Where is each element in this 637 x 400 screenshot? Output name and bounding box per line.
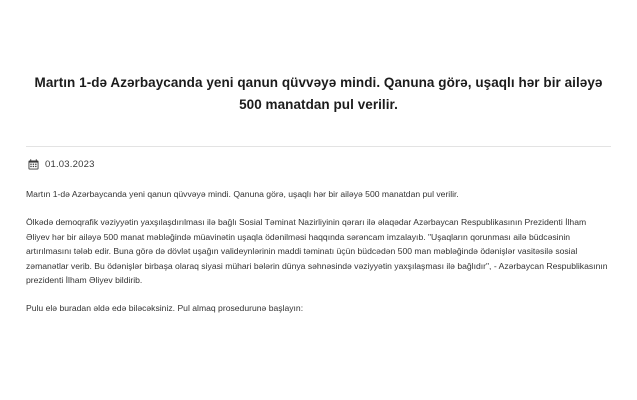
- calendar-icon: [28, 159, 39, 170]
- article-paragraph: Ölkədə demoqrafik vəziyyətin yaxşılaşdırılması ilə bağlı Sosial Təminat Nazirliyinin qərarı ilə əlaqədar Azərbaycan Respublikasının Prezidenti İlham Əliyev hər bir ailəyə 500 manat məbləğində müavinətin uşaqla ödənilməsi haqqında sərəncam imzalayıb. "Uşaqların qorunması ailə büdcəsinin artırılmasını tələb edir. Buna görə də dövlət uşağın valideynlərinin maddi təminatı üçün büdcədən 500 man məbləğində ödənişlər vasitəsilə sosial zəmanətlar verib. Bu ödənişlər birbaşa olaraq siyasi mühari bələrin dünya səhnəsində vəziyyətin yaxşılaşması ilə bağlıdır", - Azərbaycan Respublikasının prezidenti İlham Əliyev bildirib.: [26, 217, 608, 286]
- article-paragraph: Martın 1-də Azərbaycanda yeni qanun qüvvəyə mindi. Qanuna görə, uşaqlı hər bir ailəyə 500 manatdan pul verilir.: [26, 189, 459, 199]
- title-divider: [26, 146, 611, 147]
- publish-date: 01.03.2023: [45, 159, 95, 170]
- page-title: Martın 1-də Azərbaycanda yeni qanun qüvvəyə mindi. Qanuna görə, uşaqlı hər bir ailəyə 500 manatdan pul verilir.: [34, 75, 603, 112]
- article-paragraph: Pulu elə buradan əldə edə biləcəksiniz. Pul almaq prosedurunə başlayın:: [26, 303, 304, 314]
- article-body: [26, 187, 611, 316]
- article-meta: [26, 159, 611, 170]
